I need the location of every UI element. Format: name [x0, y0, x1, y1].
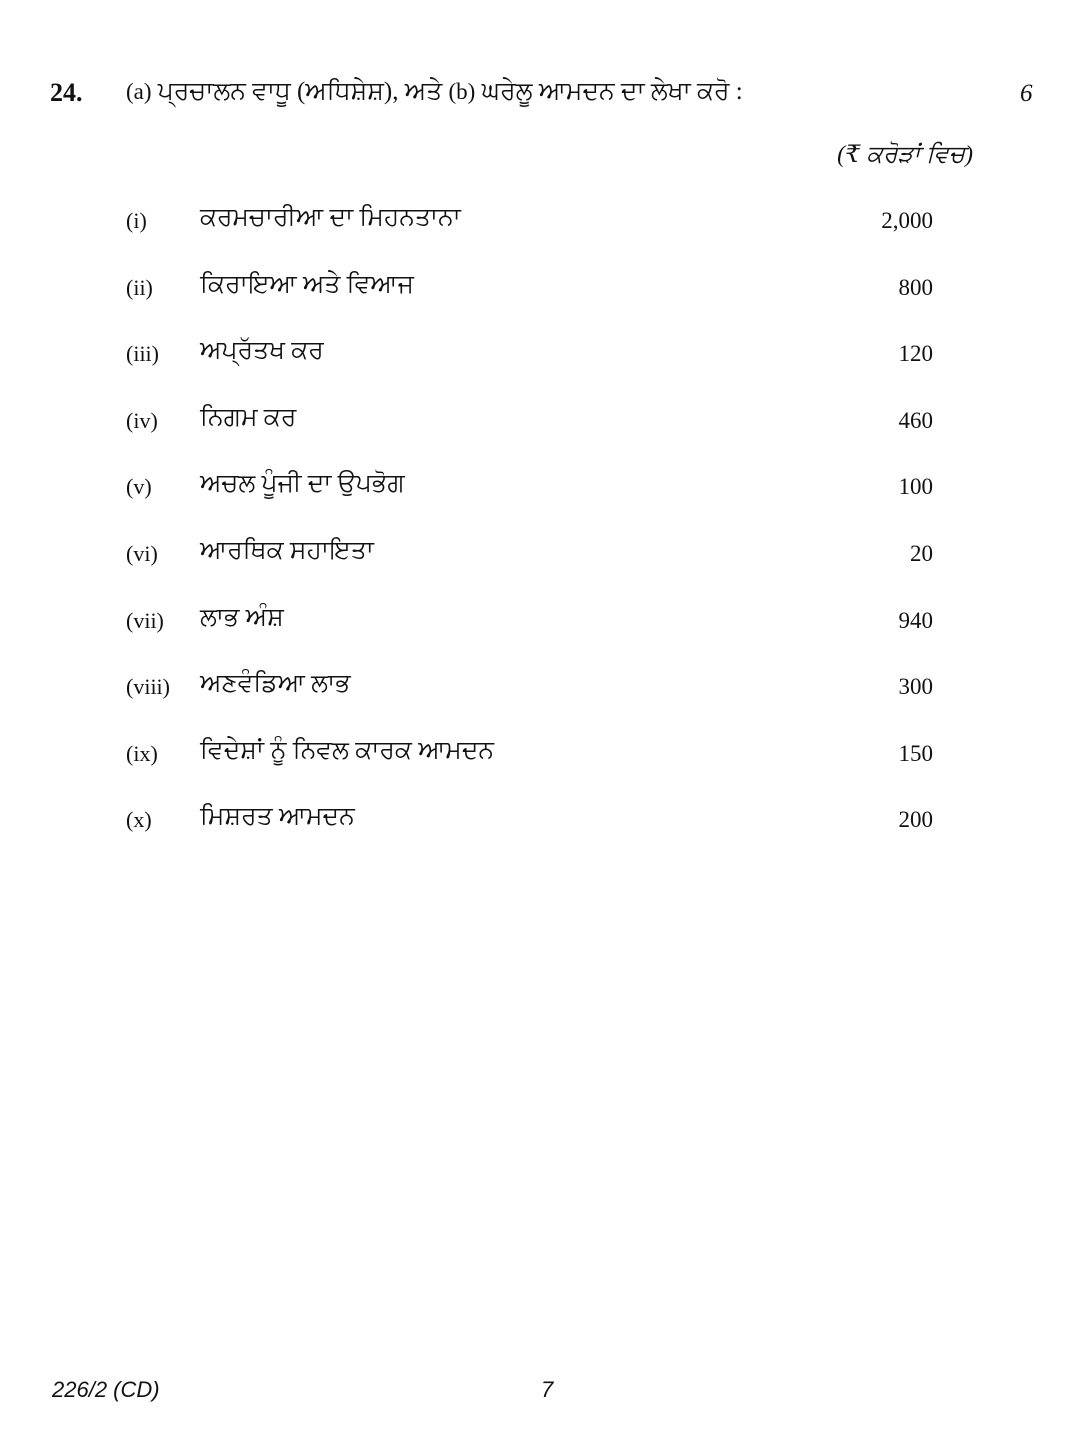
item-label: ਆਰਥਿਕ ਸਹਾਇਤਾ — [200, 536, 374, 564]
question-marks: 6 — [1020, 80, 1033, 107]
item-numeral: (vii) — [126, 607, 164, 633]
list-item — [0, 799, 1091, 866]
item-value: 2,000 — [881, 208, 933, 233]
item-label: ਮਿਸ਼ਰਤ ਆਮਦਨ — [200, 803, 355, 831]
item-numeral: (viii) — [126, 674, 170, 700]
item-numeral: (vi) — [126, 540, 158, 566]
item-label: ਕਿਰਾਇਆ ਅਤੇ ਵਿਆਜ — [200, 270, 414, 298]
item-value: 800 — [898, 274, 933, 300]
item-label: ਅਪ੍ਰੱਤਖ ਕਰ — [200, 337, 324, 365]
question-number: 24. — [50, 78, 83, 107]
item-value: 100 — [898, 474, 933, 500]
question-text — [126, 78, 743, 106]
list-item — [0, 733, 1091, 800]
item-label: ਅਚਲ ਪੂੰਜੀ ਦਾ ਉਪਭੋਗ — [200, 470, 405, 498]
item-value: 120 — [898, 341, 933, 367]
list-item — [0, 666, 1091, 733]
item-numeral: (ix) — [126, 740, 158, 766]
item-numeral: (ii) — [126, 274, 153, 300]
paper-code: 226/2 (CD) — [52, 1377, 160, 1402]
part-b-text: ਘਰੇਲੂ ਆਮਦਨ ਦਾ ਲੇਖਾ ਕਰੋ : — [481, 78, 743, 105]
part-a-marker: (a) — [126, 79, 152, 104]
item-value: 20 — [910, 540, 933, 566]
list-item — [0, 466, 1091, 533]
item-label: ਅਣਵੰਡਿਆ ਲਾਭ — [200, 670, 351, 698]
item-label: ਵਿਦੇਸ਼ਾਂ ਨੂੰ ਨਿਵਲ ਕਾਰਕ ਆਮਦਨ — [200, 736, 495, 764]
part-a-text: ਪ੍ਰਚਾਲਨ ਵਾਧੂ (ਅਧਿਸ਼ੇਸ਼), ਅਤੇ — [157, 78, 443, 105]
list-item — [0, 600, 1091, 667]
item-numeral: (v) — [126, 474, 152, 500]
item-label: ਲਾਭ ਅੰਸ਼ — [200, 603, 284, 631]
item-numeral: (x) — [126, 807, 152, 833]
item-label: ਕਰਮਚਾਰੀਆ ਦਾ ਮਿਹਨਤਾਨਾ — [200, 204, 461, 231]
item-value: 200 — [898, 807, 933, 833]
item-label: ਨਿਗਮ ਕਰ — [200, 403, 297, 431]
list-item — [0, 333, 1091, 400]
item-value: 150 — [898, 740, 933, 766]
item-value: 940 — [898, 607, 933, 633]
page-number: 7 — [541, 1377, 554, 1402]
items-list — [0, 200, 1091, 866]
unit-note: (₹ ਕਰੋੜਾਂ ਵਿਚ) — [837, 142, 973, 168]
item-numeral: (i) — [126, 208, 147, 233]
item-value: 300 — [898, 674, 933, 700]
item-numeral: (iv) — [126, 407, 158, 433]
item-numeral: (iii) — [126, 341, 159, 367]
list-item — [0, 267, 1091, 334]
list-item — [0, 200, 1091, 267]
part-b-marker: (b) — [448, 79, 476, 104]
list-item — [0, 533, 1091, 600]
item-value: 460 — [898, 407, 933, 433]
list-item — [0, 400, 1091, 467]
